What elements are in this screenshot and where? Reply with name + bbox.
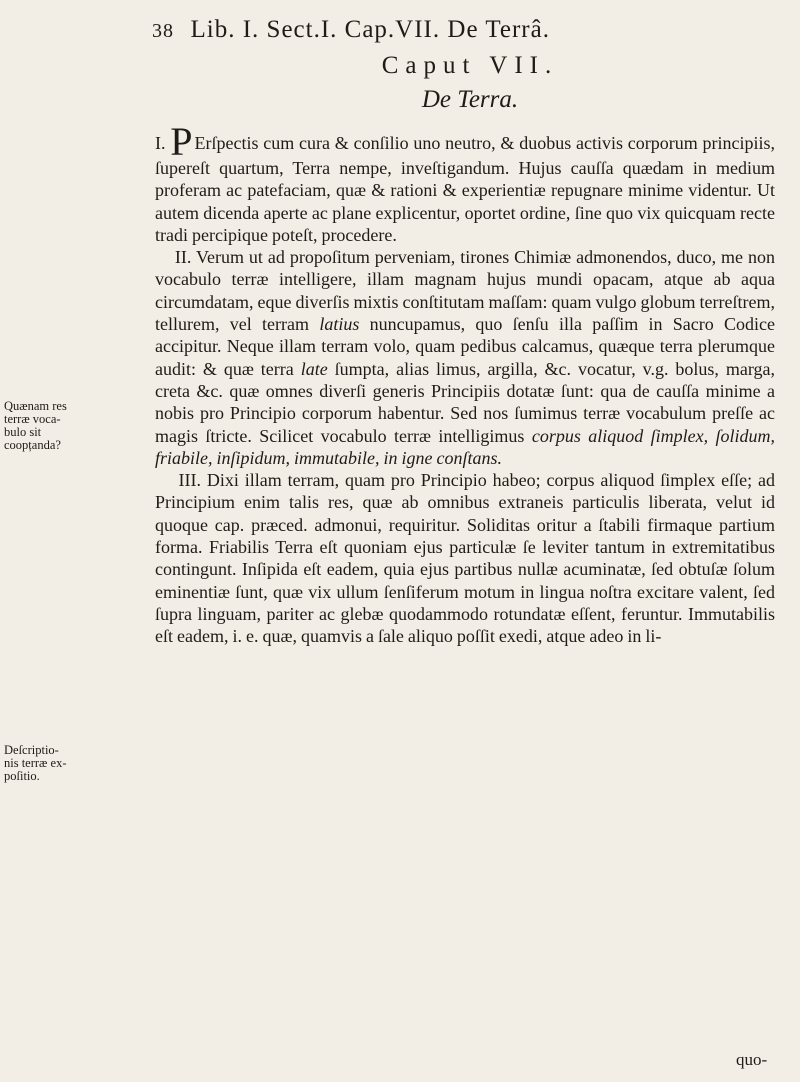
margin-note: Quænam res terræ voca- bulo sit coopțanda? — [4, 399, 67, 452]
chapter-title: Caput VII. — [381, 52, 559, 79]
paragraph-text: Dixi illam terram, quam pro Principio habeo; corpus aliquod ſimplex eſſe; ad Principium enim talis res, quæ ab omnibus extraneis particulis liberata, velut id quoque cap. præced. admonui, requiritur. Soliditas oritur a ſtabili firmaque partium forma. Friabilis Terra eſt quoniam ejus particulæ ſe leviter tantum in extremitatibus contingunt. Inſipida eſt eadem, quia ejus partibus nullæ acuminatæ, ſed obtuſæ ſolum eminentiæ ſunt, quæ vix ullum ſenſiferum motum in lingua noſtra excitare valent, ſed ſupra linguam, pariter ac glebæ quodammodo rotundatæ eſſent, feruntur. Immutabilis eſt eadem, i. e. quæ, quamvis a ſale aliquo poſſit exedi, atque adeo in li- — [155, 470, 776, 647]
paragraph-text: ſumpta, alias limus, argilla, &c. vocatur, v.g. bolus, marga, creta &c. quæ omnes diverſi generis Principiis dotatæ ſunt: qua de cauſſa minime a nobis pro Principio corporum habentur. Sed nos ſumimus terræ vocabulum preſſe ac magis ſtricte. Scilicet vocabulo terræ intelligimus — [155, 358, 776, 446]
paragraph-2 — [155, 246, 775, 469]
paragraph-text: Verum ut ad propoſitum perveniam, tirones Chimiæ admonendos, duco, me non vocabulo terræ intelligere, illam magnam hujus mundi opacam, atque ab aqua circumdatam, eque diverſis mixtis conſtitutam maſſam: quam vulgo globum terreſtrem, tellurem, vel terram — [155, 247, 775, 335]
italic-word: latius — [319, 314, 360, 335]
italic-word: late — [300, 358, 328, 379]
paragraph-text: Erſpectis cum cura & conſilio uno neutro, & duobus activis corporum principiis, ſupereſt quartum, Terra nempe, inveſtigandum. Hujus cauſſa quædam in medium proferam ac patefaciam, quæ & rationi & experientiæ repugnare minime videntur. Ut autem dicenda aperte ac plane explicentur, oportet ordine, ſine quo vix quicquam recte tradi percipique poteſt, procedere. — [155, 133, 775, 245]
paragraph-number: III. — [178, 470, 202, 491]
page-number: 38 — [152, 20, 174, 42]
paragraph-number: I. — [155, 133, 166, 153]
body-text — [155, 119, 776, 648]
paragraph-number: II. — [174, 247, 192, 268]
definition-italic: corpus aliquod ſimplex, ſolidum, friabile, inſipidum, immutabile, in igne conſtans. — [155, 425, 776, 468]
paragraph-1 — [155, 119, 775, 246]
drop-cap: P — [170, 119, 193, 164]
paragraph-3 — [155, 469, 775, 647]
running-title: Lib. I. Sect.I. Cap.VII. De Terrâ. — [190, 16, 550, 43]
catchword: quo- — [736, 1050, 768, 1069]
running-head — [152, 16, 752, 44]
paragraph-text: nuncupamus, quo ſenſu illa paſſim in Sacro Codice accipitur. Neque illam terram volo, quam pedibus calcamus, quæque terra plerumque audit: & quæ terra — [155, 314, 776, 379]
chapter-subtitle: De Terra. — [421, 86, 519, 113]
margin-note: Deſcriptio- nis terræ ex- poſitio. — [4, 743, 67, 783]
